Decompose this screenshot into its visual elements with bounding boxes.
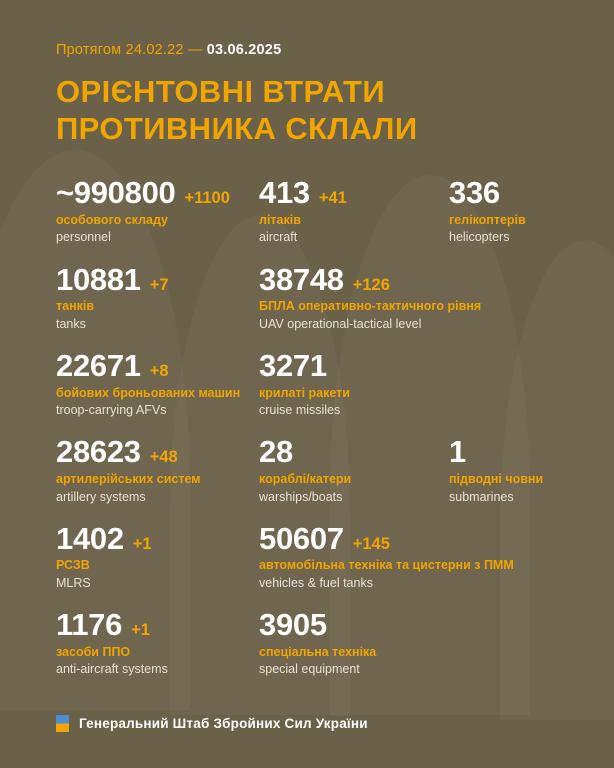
loss-item-personnel — [56, 177, 259, 245]
loss-label-en: warships/boats — [259, 489, 343, 504]
loss-item-mlrs — [56, 520, 259, 591]
loss-label-en: troop-carrying AFVs — [56, 403, 167, 418]
loss-value: 413 — [259, 175, 310, 211]
loss-label-en: tanks — [56, 316, 86, 331]
loss-label-ua: автомобільна техніка та цистерни з ПММ — [259, 558, 514, 573]
loss-label-ua: артилерійських систем — [56, 471, 201, 486]
loss-value: 38748 — [259, 261, 344, 297]
loss-item-afv — [56, 350, 259, 418]
loss-label-ua: підводні човни — [449, 471, 544, 486]
loss-item-helicopters — [449, 177, 574, 245]
losses-columns — [56, 177, 574, 696]
footer — [56, 715, 368, 732]
loss-label-en: UAV operational-tactical level — [259, 316, 422, 331]
loss-label-ua: особового складу — [56, 212, 169, 227]
loss-item-warships — [259, 436, 449, 504]
loss-label-en: personnel — [56, 230, 111, 245]
loss-label-en: aircraft — [259, 230, 298, 245]
loss-item-special-equipment — [259, 609, 574, 677]
loss-item-aircraft — [259, 177, 449, 245]
column-left — [56, 177, 259, 696]
loss-label-ua: гелікоптерів — [449, 212, 526, 227]
page-title — [56, 74, 574, 147]
ukraine-flag-icon — [56, 715, 69, 732]
loss-label-ua: літаків — [259, 212, 301, 227]
loss-item-tanks — [56, 261, 259, 332]
loss-delta: +48 — [149, 448, 178, 467]
headline-line-2: ПРОТИВНИКА СКЛАЛИ — [56, 110, 418, 146]
loss-delta: +8 — [149, 362, 169, 380]
loss-label-en: anti-aircraft systems — [56, 662, 168, 677]
loss-item-cruise-missiles — [259, 350, 574, 418]
loss-label-ua: БПЛА оперативно-тактичного рівня — [259, 299, 482, 314]
loss-label-ua: РСЗВ — [56, 558, 90, 573]
column-group-right — [259, 177, 574, 696]
loss-delta: +7 — [149, 275, 169, 294]
headline-line-1: ОРІЄНТОВНІ ВТРАТИ — [56, 74, 386, 109]
loss-value: 10881 — [56, 261, 141, 297]
loss-label-en: cruise missiles — [259, 403, 341, 418]
loss-value: 22671 — [56, 348, 141, 383]
period-prefix: Протягом 24.02.22 — — [56, 42, 203, 58]
loss-label-ua: танків — [56, 299, 95, 314]
loss-item-vehicles — [259, 520, 574, 591]
row-aircraft-helicopters — [259, 177, 574, 263]
loss-value: 3905 — [259, 607, 327, 643]
loss-label-en: MLRS — [56, 576, 91, 591]
loss-item-artillery — [56, 436, 259, 504]
reporting-period — [56, 42, 574, 58]
loss-label-en: special equipment — [259, 662, 360, 677]
loss-label-ua: кораблі/катери — [259, 471, 352, 486]
loss-label-en: helicopters — [449, 230, 510, 245]
loss-value: ~990800 — [56, 175, 176, 211]
loss-value: 3271 — [259, 348, 327, 383]
loss-label-ua: засоби ППО — [56, 644, 131, 659]
loss-value: 28 — [259, 434, 293, 470]
loss-item-uav — [259, 261, 574, 332]
loss-delta: +1 — [131, 621, 150, 640]
loss-label-en: artillery systems — [56, 489, 146, 504]
loss-item-air-defence — [56, 609, 259, 677]
loss-label-en: submarines — [449, 489, 514, 504]
loss-label-ua: бойових броньованих машин — [56, 385, 241, 400]
row-ships-submarines — [259, 436, 574, 522]
loss-delta: +145 — [352, 534, 390, 553]
loss-label-ua: крилаті ракети — [259, 385, 350, 400]
loss-delta: +1 — [132, 534, 152, 553]
loss-value: 28623 — [56, 434, 141, 470]
loss-value: 1176 — [56, 607, 123, 643]
loss-item-submarines — [449, 436, 574, 504]
loss-delta: +1100 — [184, 189, 230, 208]
loss-delta: +41 — [318, 189, 347, 208]
loss-delta: +126 — [352, 275, 390, 294]
loss-label-ua: спеціальна техніка — [259, 644, 377, 659]
loss-value: 1402 — [56, 520, 124, 556]
loss-value: 50607 — [259, 520, 344, 556]
loss-value: 1 — [449, 434, 466, 470]
loss-value: 336 — [449, 175, 500, 211]
footer-attribution: Генеральний Штаб Збройних Сил України — [79, 716, 368, 731]
loss-label-en: vehicles & fuel tanks — [259, 576, 373, 591]
period-date: 03.06.2025 — [206, 42, 282, 58]
